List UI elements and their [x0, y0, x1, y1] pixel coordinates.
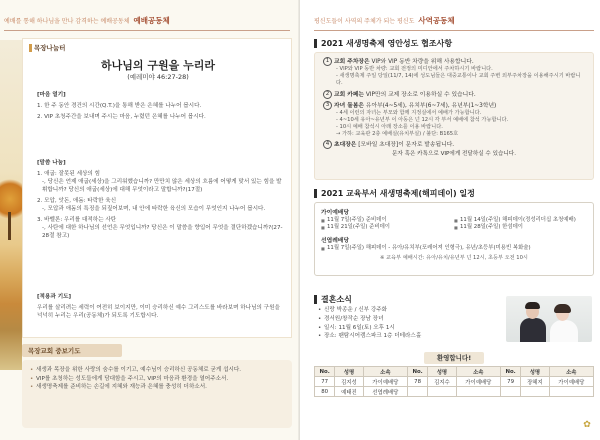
schedule-group-heading: 선엽례배당	[321, 237, 349, 244]
table-cell: 김지수	[428, 377, 456, 387]
number-badge: 3	[323, 101, 332, 110]
news-tag: 목장교회 중보기도	[22, 344, 122, 357]
column-header: 소속	[456, 367, 500, 377]
corner-flower-icon: ✿	[583, 420, 591, 430]
sharing-heading: [말씀 나눔]	[37, 160, 66, 166]
column-header: 성명	[335, 367, 363, 377]
left-header-title: 예배공동체	[133, 15, 170, 25]
bride-hair	[554, 304, 571, 313]
right-header-subtitle: 평신도들이 사역의 주체가 되는 평신도	[314, 17, 415, 25]
guideline-note: - 10시 예배 참석시 아래 장소를 이용 바랍니다.	[336, 124, 443, 131]
sharing-item-body: -, 당신은 언제 애굽(세상)을 그리워했습니까? 만만치 않은 세상의 흐름에 어떻게 맞서 있는 힘을 발휘합니까? 당신의 애굽(세상)에 대해 무엇이라고 말합니까?(17절)	[42, 179, 282, 193]
tab-marker-icon	[29, 44, 32, 52]
guideline-text: 유아부(4~5세), 유치부(6~7세), 유년부(1~3학년)	[364, 102, 497, 109]
table-cell	[500, 387, 520, 397]
table-cell: 선엽례배당	[363, 387, 407, 397]
guideline-notes	[323, 110, 585, 139]
wedding-title: 결혼소식	[321, 295, 352, 304]
schedule-box	[314, 202, 594, 276]
column-header: No.	[315, 367, 335, 377]
festival-footer-note: 문자 혹은 카톡으로 VIP에게 전달하실 수 있습니다.	[392, 151, 516, 158]
guideline-label: 초대장은	[334, 142, 357, 149]
wedding-detail: • 경서원/창작순 장남 장녀	[318, 315, 488, 324]
festival-section-title	[314, 38, 452, 49]
table-cell	[456, 387, 500, 397]
sermon-discussion-card	[22, 38, 292, 338]
schedule-line: ■ 11월 7일(주일) 준비데이	[321, 217, 454, 224]
schedule-footnote: ※ 교육부 예배시간: 유아/유치/유년부 넌 12시, 초등부 오전 10시	[380, 255, 528, 262]
table-cell: 예태진	[335, 387, 363, 397]
card-tab	[29, 43, 65, 52]
table-cell	[428, 387, 456, 397]
column-header: No.	[500, 367, 520, 377]
prayer-body: 우리를 살리려는 세력이 여전히 보이지만, 이미 승리하신 예수 그리스도를 바라보며 하나님의 구원을 넉넉히 누리는 우리(공동체)가 되도록 기도합시다.	[37, 305, 280, 319]
card-tab-label: 목장나눔터	[34, 44, 66, 52]
sharing-item-title: 1. 애굽: 잘못된 세상의 힘	[37, 171, 100, 177]
schedule-line: ■ 11월 14일(주일) 해피데이(정성리더십 초청예배)	[454, 217, 587, 224]
groom-figure	[520, 318, 546, 342]
prayer-heading: [적용과 기도]	[37, 294, 72, 300]
schedule-line: ■ 11월 21일(주일) 준비데이	[321, 224, 454, 231]
table-cell: 장혜지	[521, 377, 549, 387]
sharing-item-title: 2. 모압, 앗돈, 애돔: 타락한 육신	[37, 198, 117, 204]
table-cell	[521, 387, 549, 397]
wedding-details	[318, 306, 488, 341]
tree-trunk-illustration	[8, 212, 11, 240]
guideline-text: VIP만의 교제 장소로 이용하실 수 있습니다.	[364, 91, 476, 98]
guideline-label: 교회 주차장은	[334, 59, 370, 65]
welcome-title: 환영합니다!	[424, 352, 484, 364]
guideline-note: - VIP와 VIP 동반 차량: 교회 전정의 미디안에서 주차하시기 바랍니다.	[336, 66, 493, 72]
newcomer-table	[314, 366, 594, 397]
column-header: 성명	[521, 367, 549, 377]
table-cell	[407, 387, 427, 397]
right-header-title: 사역공동체	[418, 15, 455, 25]
schedule-line: ■ 11월 7일(주일) 해피데이 - 유아/유치부(포레어져 인형극), 유년/초등부(미용빈 복화술)	[321, 245, 587, 252]
schedule-group-heading: 가이예배당	[321, 210, 349, 216]
number-badge: 2	[323, 90, 332, 99]
column-header: 소속	[363, 367, 407, 377]
prayer-request-item: • 새생과 목장을 위한 사랑의 숨수를 이기고, 예수님이 승리하신 공동체로 굳게 섭시다.	[30, 366, 284, 375]
guideline-text: [모바일 초대장]이 문자로 발송됩니다.	[356, 142, 455, 149]
guideline-item	[323, 140, 585, 149]
opening-item: 2. VIP 초청주간을 보내며 주시는 마음, 누렸던 은혜를 나누어 봅시다.	[37, 114, 206, 120]
table-cell: 77	[315, 377, 335, 387]
sermon-reference: (예레미야 46:27-28)	[127, 73, 189, 81]
sharing-item-body: -, 모압과 애돔의 특징을 되짚어보며, 내 안에 타락한 육신의 모습이 무엇인지 나누어 봅시다.	[42, 206, 266, 212]
prayer-requests-box	[22, 360, 292, 428]
prayer-section	[37, 293, 285, 323]
opening-heading: [마음 열기]	[37, 92, 66, 98]
guideline-text: VIP와 VIP 동반 차량을 위해 사용합니다.	[369, 59, 474, 65]
table-row	[315, 387, 594, 397]
groom-hair	[525, 302, 540, 309]
schedule-list	[321, 245, 587, 252]
left-header-divider	[4, 30, 290, 31]
table-header-row	[315, 367, 594, 377]
table-cell: 가이예배당	[456, 377, 500, 387]
column-header: 소속	[549, 367, 593, 377]
left-header-subtitle: 예배를 통해 하나님을 만나 감격하는 예배공동체	[4, 17, 130, 25]
section-marker-icon	[314, 39, 317, 48]
wedding-detail: • 일시: 11월 6일(토) 오후 1시	[318, 324, 488, 333]
table-cell: 79	[500, 377, 520, 387]
prayer-request-item: • VIP를 초청하는 성도들에게 담대함을 주시고, VIP의 마음과 환경을 열어주소서.	[30, 375, 284, 384]
festival-guidelines-box	[314, 52, 594, 180]
wedding-detail: • 장소: 팬탐시어캠스파크 1층 더테라스홀	[318, 332, 488, 341]
right-page-header	[314, 14, 455, 26]
guideline-item	[323, 90, 585, 99]
section-marker-icon	[314, 295, 317, 304]
table-row	[315, 377, 594, 387]
guideline-item	[323, 101, 585, 139]
section-marker-icon	[314, 189, 317, 198]
welcome-tag	[314, 352, 594, 364]
guideline-note: - 4~10세 유아~유년부 이 아동은 넌 12시 각 부서 예배에 참석 가능합니다.	[336, 116, 509, 123]
column-header: 성명	[428, 367, 456, 377]
guideline-note: - 4세 이런의 자녀는 부모와 함께 지정실에서 예배가 가능합니다.	[336, 109, 482, 116]
schedule-title: 2021 교육부서 새생명축제(해피데이) 일정	[321, 189, 475, 198]
festival-title: 2021 새생명축제 영안성도 협조사항	[321, 39, 453, 48]
table-cell: 가이예배당	[549, 377, 593, 387]
wedding-detail: • 신랑 박종운 / 신부 강주화	[318, 306, 488, 315]
prayer-request-item: • 새생명축제를 준비하는 손길에 지혜와 재능과 은혜를 충성히 더하소서.	[30, 383, 284, 392]
sermon-title: 하나님의 구원을 누리라	[101, 59, 215, 72]
guideline-note: → 가하: 교육관 2층 예배실(유치부실) / 불단: B165호	[336, 131, 459, 138]
column-header: No.	[407, 367, 427, 377]
number-badge: 1	[323, 57, 332, 66]
table-cell	[549, 387, 593, 397]
guideline-notes	[323, 66, 585, 88]
guideline-label: 자녀 돌봄은	[334, 102, 365, 109]
table-cell: 78	[407, 377, 427, 387]
schedule-line: ■ 11월 28일(주일) 한섬데이	[454, 224, 587, 231]
wedding-couple-photo	[506, 296, 592, 342]
table-cell: 가이예배당	[363, 377, 407, 387]
sharing-section	[37, 159, 285, 243]
sharing-item-body: -, 사탄에 대한 하나님의 선언은 무엇입니까? 당신은 이 말씀을 향입어 무엇을 결단하겠습니까?(27-28절 참고)	[42, 225, 283, 239]
table-cell: 80	[315, 387, 335, 397]
guideline-item	[323, 57, 585, 88]
left-page-header	[4, 14, 170, 26]
table-cell: 김지성	[335, 377, 363, 387]
guideline-note: - 새생명축제 주일 당일(11/7, 14)에 성도님들은 대중교통이나 교회 주변 외부주차장을 이용해주시기 바랍니다.	[336, 73, 581, 87]
wedding-section-title	[314, 294, 352, 305]
number-badge: 4	[323, 140, 332, 149]
bride-figure	[550, 320, 578, 342]
guideline-label: 교회 카페는	[334, 91, 365, 98]
right-header-divider	[314, 30, 594, 31]
schedule-list	[321, 217, 587, 232]
opening-section	[37, 91, 285, 124]
right-page	[300, 0, 600, 440]
opening-item: 1. 한 주 동안 경건의 시간(Q.T.)을 통해 받은 은혜를 나누어 봅시다.	[37, 103, 202, 109]
schedule-section-title	[314, 188, 475, 199]
sharing-item-title: 3. 바벨론: 우리를 대적하는 사탄	[37, 217, 117, 223]
